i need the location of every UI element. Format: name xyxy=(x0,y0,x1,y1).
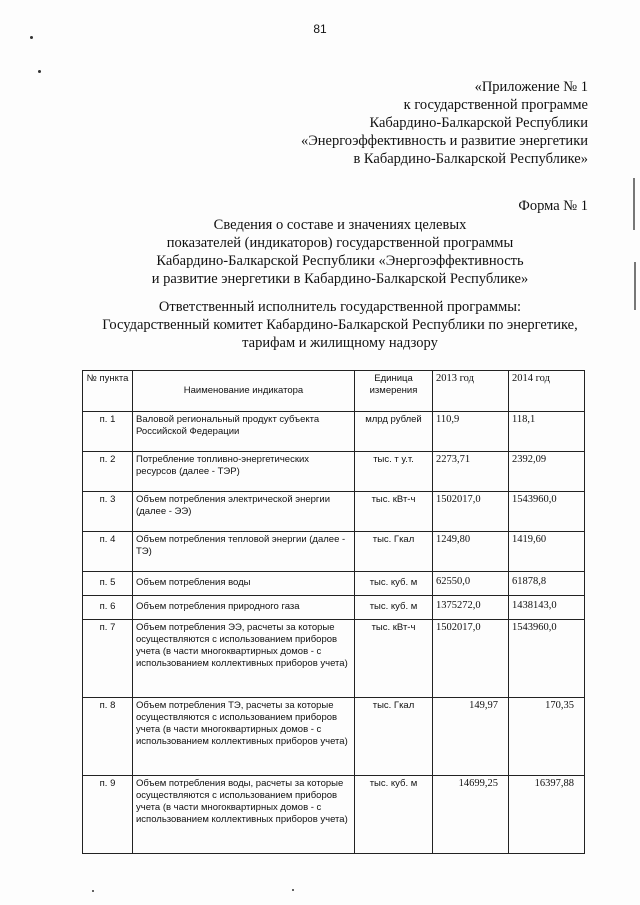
annex-block xyxy=(301,78,588,168)
form-label: Форма № 1 xyxy=(518,198,588,214)
table-row xyxy=(83,532,585,572)
row-value-2014: 16397,88 xyxy=(509,776,585,854)
row-value-2014: 61878,8 xyxy=(509,572,585,596)
row-unit: тыс. куб. м xyxy=(355,776,433,854)
row-value-2013: 149,97 xyxy=(433,698,509,776)
scan-edge-mark xyxy=(633,178,635,230)
row-value-2013: 1502017,0 xyxy=(433,620,509,698)
row-value-2013: 14699,25 xyxy=(433,776,509,854)
row-num: п. 2 xyxy=(83,452,133,492)
header-unit: Единица измерения xyxy=(355,371,433,412)
scan-speck xyxy=(38,70,41,73)
row-num: п. 3 xyxy=(83,492,133,532)
executor-line: тарифам и жилищному надзору xyxy=(242,335,438,351)
row-value-2014: 118,1 xyxy=(509,412,585,452)
row-name: Объем потребления воды xyxy=(133,572,355,596)
table-row xyxy=(83,492,585,532)
annex-line: «Энергоэффективность и развитие энергетики xyxy=(300,133,588,149)
row-num: п. 5 xyxy=(83,572,133,596)
table-row xyxy=(83,776,585,854)
title-line: Кабардино-Балкарской Республики «Энергоэффективность xyxy=(156,253,524,269)
row-name: Объем потребления природного газа xyxy=(133,596,355,620)
row-value-2013: 1375272,0 xyxy=(433,596,509,620)
row-unit: тыс. Гкал xyxy=(355,532,433,572)
row-num: п. 1 xyxy=(83,412,133,452)
row-value-2013: 62550,0 xyxy=(433,572,509,596)
row-name: Объем потребления ТЭ, расчеты за которые осуществляются с использованием приборов учета (в части многоквартирных домов - с использованием коллективных приборов учета) xyxy=(133,698,355,776)
row-name: Валовой региональный продукт субъекта Российской Федерации xyxy=(133,412,355,452)
row-num: п. 4 xyxy=(83,532,133,572)
row-num: п. 7 xyxy=(83,620,133,698)
title-line: Сведения о составе и значениях целевых xyxy=(213,217,467,233)
title-line: показателей (индикаторов) государственной программы xyxy=(166,235,514,251)
row-name: Объем потребления тепловой энергии (далее - ТЭ) xyxy=(133,532,355,572)
row-unit: тыс. куб. м xyxy=(355,596,433,620)
row-value-2014: 170,35 xyxy=(509,698,585,776)
row-value-2013: 110,9 xyxy=(433,412,509,452)
row-unit: млрд рублей xyxy=(355,412,433,452)
annex-line: в Кабардино-Балкарской Республике» xyxy=(353,151,588,167)
responsible-executor xyxy=(40,298,640,352)
page-number: 81 xyxy=(313,22,327,36)
scan-speck xyxy=(30,36,33,39)
executor-line: Государственный комитет Кабардино-Балкарской Республики по энергетике, xyxy=(102,317,578,333)
annex-line: Кабардино-Балкарской Республики xyxy=(369,115,588,131)
row-value-2013: 1502017,0 xyxy=(433,492,509,532)
row-name: Объем потребления ЭЭ, расчеты за которые осуществляются с использованием приборов учета (в части многоквартирных домов - с использованием коллективных приборов учета) xyxy=(133,620,355,698)
row-num: п. 8 xyxy=(83,698,133,776)
row-name: Потребление топливно-энергетических ресурсов (далее - ТЭР) xyxy=(133,452,355,492)
row-value-2014: 2392,09 xyxy=(509,452,585,492)
row-num: п. 9 xyxy=(83,776,133,854)
executor-line: Ответственный исполнитель государственной программы: xyxy=(158,299,522,315)
indicators-table xyxy=(82,370,585,854)
header-num: № пункта xyxy=(83,371,133,412)
row-value-2014: 1543960,0 xyxy=(509,620,585,698)
row-num: п. 6 xyxy=(83,596,133,620)
table-row xyxy=(83,620,585,698)
scan-speck xyxy=(292,889,294,891)
table-row xyxy=(83,596,585,620)
row-unit: тыс. куб. м xyxy=(355,572,433,596)
row-value-2014: 1419,60 xyxy=(509,532,585,572)
table-row xyxy=(83,572,585,596)
row-value-2013: 2273,71 xyxy=(433,452,509,492)
table-row xyxy=(83,698,585,776)
table-row xyxy=(83,452,585,492)
row-value-2014: 1438143,0 xyxy=(509,596,585,620)
table-row xyxy=(83,412,585,452)
annex-line: к государственной программе xyxy=(403,97,588,113)
table-header-row xyxy=(83,371,585,412)
annex-line: «Приложение № 1 xyxy=(474,79,588,95)
row-unit: тыс. Гкал xyxy=(355,698,433,776)
row-unit: тыс. т у.т. xyxy=(355,452,433,492)
row-value-2014: 1543960,0 xyxy=(509,492,585,532)
header-2014: 2014 год xyxy=(509,371,585,412)
row-value-2013: 1249,80 xyxy=(433,532,509,572)
row-name: Объем потребления электрической энергии (далее - ЭЭ) xyxy=(133,492,355,532)
document-title xyxy=(90,216,590,288)
row-unit: тыс. кВт-ч xyxy=(355,492,433,532)
header-2013: 2013 год xyxy=(433,371,509,412)
scan-speck xyxy=(92,890,94,892)
row-unit: тыс. кВт-ч xyxy=(355,620,433,698)
title-line: и развитие энергетики в Кабардино-Балкарской Республике» xyxy=(151,271,529,287)
row-name: Объем потребления воды, расчеты за которые осуществляются с использованием приборов учета (в части многоквартирных домов - с использованием коллективных приборов учета) xyxy=(133,776,355,854)
header-name: Наименование индикатора xyxy=(133,371,355,412)
